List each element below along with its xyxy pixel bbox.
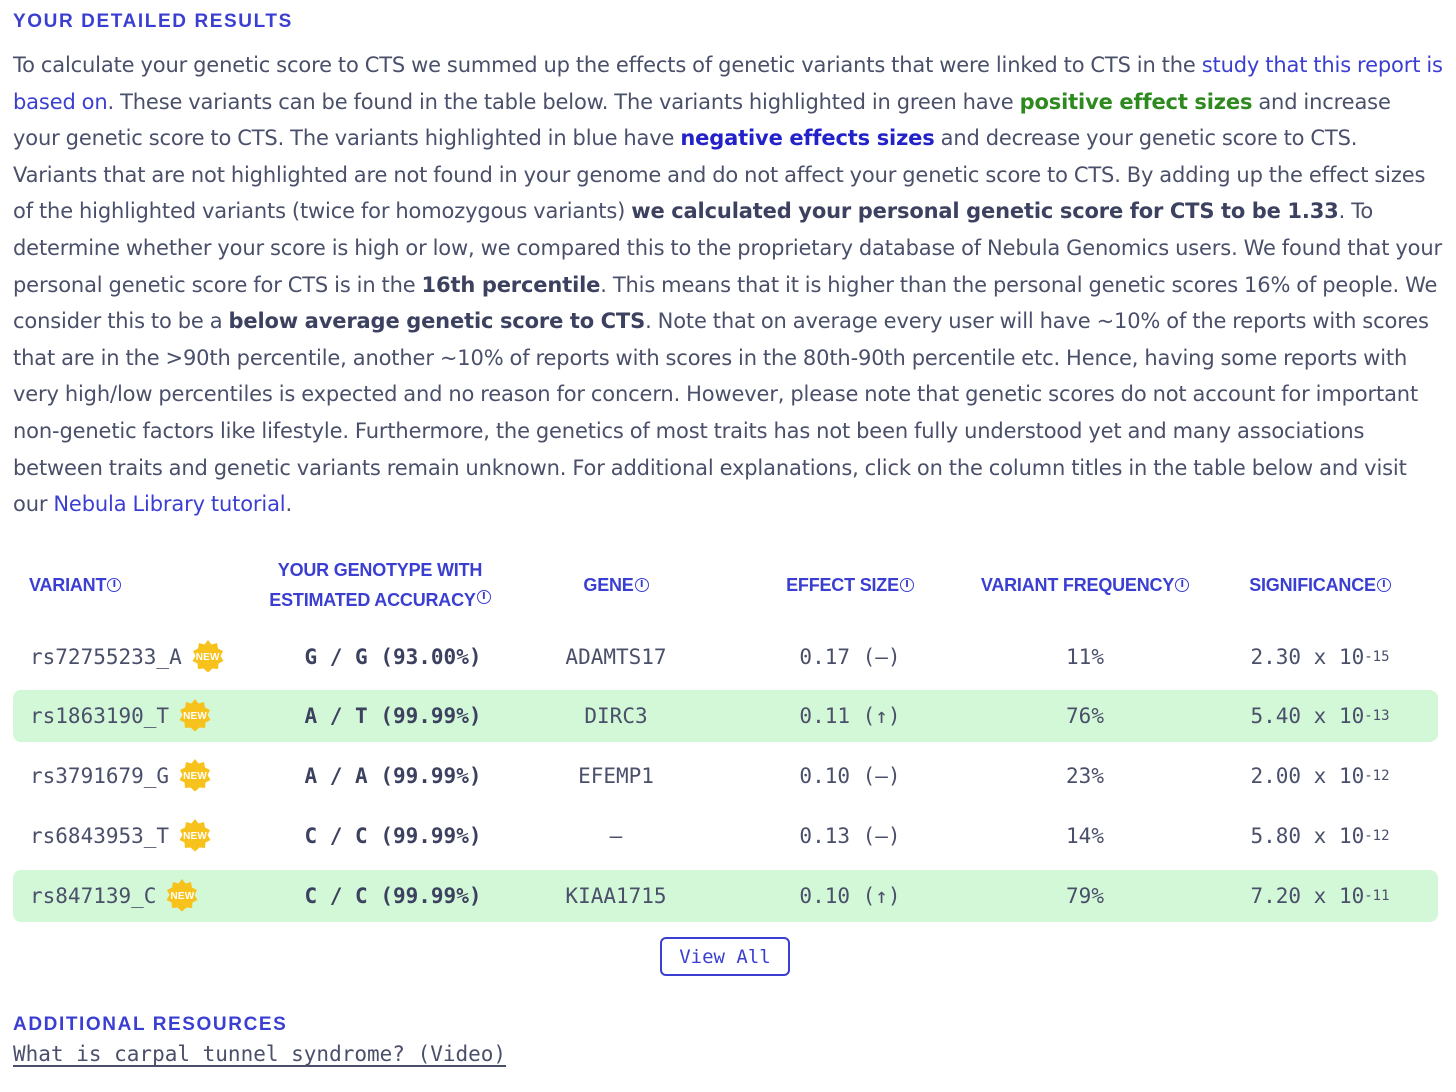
info-icon[interactable]: I [477,590,491,604]
gene-cell: – [609,824,623,848]
score-text: we calculated your personal genetic score for CTS to be 1.33 [631,199,1339,224]
below-average-text: below average genetic score to CTS [228,309,646,334]
significance-cell: 7.20 x 10 -11 [1250,884,1390,908]
variant-id: rs6843953_T [30,824,170,848]
header-genotype[interactable]: YOUR GENOTYPE WITH ESTIMATED ACCURACY I [255,555,505,615]
genotype-cell: G / G (93.00%) [304,645,482,669]
table-row [13,631,1438,683]
significance-cell: 5.80 x 10 -12 [1250,824,1390,848]
genotype-cell: A / A (99.99%) [304,764,482,788]
new-badge-icon: NEW [177,698,213,734]
variant-cell [30,810,260,862]
table-row [13,870,1438,922]
table-row [13,750,1438,802]
variant-cell [30,690,260,742]
header-variant[interactable]: VARIANT I [29,555,229,615]
section-title: YOUR DETAILED RESULTS [13,11,293,32]
genotype-cell: C / C (99.99%) [304,884,482,908]
variant-id: rs1863190_T [30,704,170,728]
info-icon[interactable]: I [1377,578,1391,592]
negative-effect-text: negative effects sizes [680,126,935,151]
effect-size-cell: 0.10 (–) [799,764,901,788]
view-all-button[interactable]: View All [660,937,790,976]
variant-cell [30,870,260,922]
results-explanation: To calculate your genetic score to CTS we summed up the effects of genetic variants that were linked to CTS in the study that this report is based on. These variants can be found in the table below. The variants highlighted in green have positive effect sizes and increase your genetic score to CTS. The variants highlighted in blue have negative effects sizes and decrease your genetic score to CTS. Variants that are not highlighted are not found in your genome and do not affect your genetic score to CTS. By adding up the effect sizes of the highlighted variants (twice for homozygous variants) we calculated your personal genetic score for CTS to be 1.33. To determine whether your score is high or low, we compared this to the proprietary database of Nebula Genomics users. We found that your personal genetic score for CTS is in the 16th percentile. This means that it is higher than the personal genetic scores 16% of people. We consider this to be a below average genetic score to CTS. Note that on average every user will have ~10% of the reports with scores that are in the >90th percentile, another ~10% of reports with scores in the 80th-90th percentile etc. Hence, having some reports with very high/low percentiles is expected and no reason for concern. However, please note that genetic scores do not account for important non-genetic factors like lifestyle. Furthermore, the genetics of most traits has not been fully understood yet and many associations between traits and genetic variants remain unknown. For additional explanations, click on the column titles in the table below and visit our Nebula Library tutorial. [13,53,1443,517]
gene-cell: ADAMTS17 [565,645,667,669]
header-variant-frequency[interactable]: VARIANT FREQUENCY I [960,555,1210,615]
header-gene[interactable]: GENE I [516,555,716,615]
significance-cell: 5.40 x 10 -13 [1250,704,1390,728]
new-badge-icon: NEW [164,878,200,914]
table-row [13,810,1438,862]
variant-cell [30,631,260,683]
table-header [0,555,1456,615]
gene-cell: EFEMP1 [578,764,654,788]
info-icon[interactable]: I [1175,578,1189,592]
new-badge-icon: NEW [177,758,213,794]
positive-effect-text: positive effect sizes [1019,89,1253,114]
header-effect-size[interactable]: EFFECT SIZE I [750,555,950,615]
info-icon[interactable]: I [107,578,121,592]
significance-cell: 2.30 x 10 -15 [1250,645,1390,669]
new-badge-icon: NEW [177,818,213,854]
study-link[interactable]: study that this report is based on [13,53,1443,114]
effect-size-cell: 0.11 (↑) [799,704,901,728]
variant-id: rs847139_C [30,884,157,908]
header-significance[interactable]: SIGNIFICANCE I [1220,555,1420,615]
genotype-cell: A / T (99.99%) [304,704,482,728]
frequency-cell: 79% [1066,884,1104,908]
effect-size-cell: 0.17 (–) [799,645,901,669]
tutorial-link[interactable]: Nebula Library tutorial [53,492,286,517]
table-row [13,690,1438,742]
frequency-cell: 23% [1066,764,1104,788]
frequency-cell: 11% [1066,645,1104,669]
variant-id: rs72755233_A [30,645,182,669]
variant-id: rs3791679_G [30,764,170,788]
effect-size-cell: 0.13 (–) [799,824,901,848]
frequency-cell: 14% [1066,824,1104,848]
frequency-cell: 76% [1066,704,1104,728]
genotype-cell: C / C (99.99%) [304,824,482,848]
info-icon[interactable]: I [635,578,649,592]
gene-cell: DIRC3 [584,704,648,728]
gene-cell: KIAA1715 [565,884,667,908]
additional-resources-title: ADDITIONAL RESOURCES [13,1014,288,1035]
significance-cell: 2.00 x 10 -12 [1250,764,1390,788]
effect-size-cell: 0.10 (↑) [799,884,901,908]
carpal-tunnel-video-link[interactable]: What is carpal tunnel syndrome? (Video) [13,1042,507,1066]
new-badge-icon: NEW [190,639,226,675]
variant-cell [30,750,260,802]
info-icon[interactable]: I [900,578,914,592]
percentile-text: 16th percentile [421,272,601,297]
